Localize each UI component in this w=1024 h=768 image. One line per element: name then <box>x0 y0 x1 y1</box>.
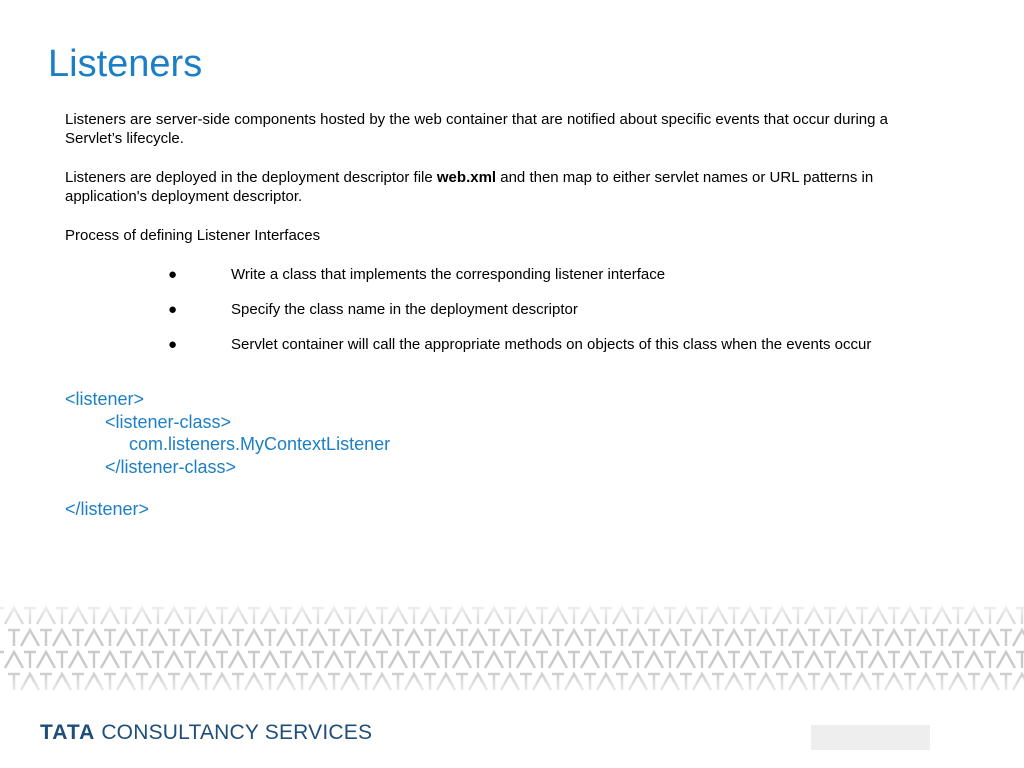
pattern-fade-overlay <box>0 600 1024 700</box>
paragraph-deployment <box>65 168 945 206</box>
web-xml-keyword: web.xml <box>436 169 497 186</box>
xml-code-sample <box>65 388 390 521</box>
list-item <box>165 300 925 319</box>
tata-pattern-band <box>0 600 1024 700</box>
bullet-text: Servlet container will call the appropriate methods on objects of this class when the events occur <box>231 336 872 353</box>
footer-placeholder-box <box>811 725 930 750</box>
code-blank-line <box>65 478 390 498</box>
code-line-listener-class-close: </listener-class> <box>105 456 237 477</box>
logo-text: CONSULTANCY SERVICES <box>101 721 373 744</box>
bullet-text: Specify the class name in the deployment descriptor <box>231 301 578 318</box>
code-line-listener-class-open: <listener-class> <box>105 411 232 432</box>
tcs-logo <box>40 720 372 746</box>
bullet-icon: ● <box>168 336 178 353</box>
bullet-icon: ● <box>168 266 178 283</box>
list-item <box>165 265 925 284</box>
list-item <box>165 335 925 354</box>
paragraph-listeners-definition: Listeners are server-side components hosted by the web container that are notified about specific events that occur during a Servlet’s lifecycle. <box>65 111 888 147</box>
logo-brand: TATA <box>40 721 96 744</box>
slide-title: Listeners <box>48 43 203 85</box>
bullet-text: Write a class that implements the corresponding listener interface <box>231 266 666 283</box>
code-line-class-name: com.listeners.MyContextListener <box>129 434 391 454</box>
process-bullet-list <box>165 265 925 370</box>
code-line-listener-close: </listener> <box>65 499 150 519</box>
bullet-icon: ● <box>168 301 178 318</box>
paragraph-deployment-text-start: Listeners are deployed in the deployment descriptor file <box>65 169 437 186</box>
paragraph-deployment-text-end: and then map to either servlet names or URL patterns in application's deployment descriptor. <box>65 169 874 205</box>
code-line-listener-open: <listener> <box>65 389 145 409</box>
paragraph-process-heading: Process of defining Listener Interfaces <box>65 227 321 244</box>
